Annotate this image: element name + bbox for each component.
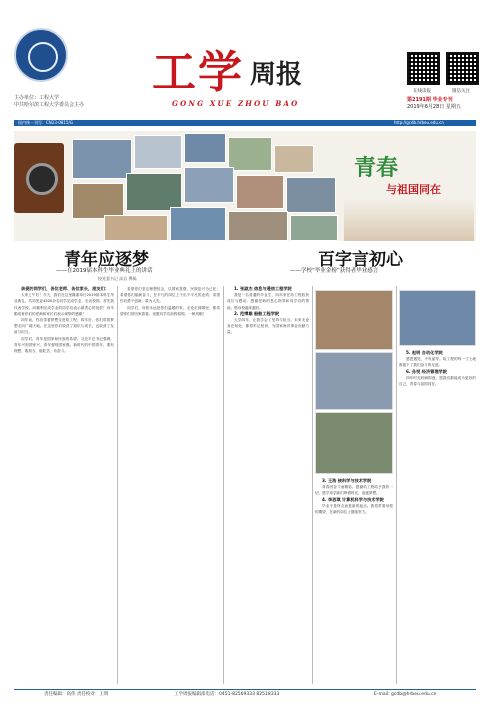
left-article-headline: 青年应逐梦 [64,250,149,270]
banner-photo [286,177,336,213]
issue-info [407,97,485,111]
right-article-headline: 百字言初心 [318,250,403,270]
footer-phone: 工学周报编辑部电话：0451-82569333 82518333 [174,692,280,697]
column-divider [396,286,397,684]
left-article-byline: 校党委书记 高岩 撰稿 [98,276,137,281]
newspaper-weekly-label: 周报 [250,60,303,90]
banner-photo [184,167,234,203]
banner-photo [290,215,338,241]
sponsor-line-1: 主办单位：工程大学 [14,95,60,101]
right-article-column-3 [399,350,476,684]
graduates-illustration [344,199,474,241]
banner-photo [228,211,288,241]
left-article-subhead: ——在2019届本科生毕业典礼上的讲话 [56,268,153,274]
right-section-title: 2. 范博雄 船舶工程学院 [234,310,280,316]
banner-photo [72,139,132,179]
right-section-text: 四年时光转瞬即逝，愿我们都能成为更好的自己，青春与祖国同在。 [399,375,476,387]
qr-label-online: 在线读报 [413,89,431,94]
cn-number: 国内统一刊号：CN23-0815/G [18,120,73,125]
left-article-paragraph: 大家上午好！今天，我们在这里隆重举行2019届本科生毕业典礼，共同见证4500余名同学完成学业、走出校园。首先我代表学校，向顺利完成学业的同学们表示最衷心的祝贺！向辛勤培育你们的老师和家长们表示诚挚的感谢！ [14,293,114,316]
camera-illustration [14,143,64,213]
graduate-photo [315,290,393,350]
sponsor-info [14,95,144,109]
graduate-photo [315,412,393,474]
banner-photo [170,207,226,241]
qr-code-wechat[interactable] [446,52,479,85]
footer-editor: 责任编辑：高伟 责任校对：王明 [44,692,109,697]
info-bar [14,120,476,126]
right-section-text: 大学四年，让我学会了坚持与担当。未来无论身在何处，都将牢记校训，为国家海洋事业贡献力量。 [227,318,309,335]
right-section-title: 5. 赵明 自动化学院 [406,350,443,355]
newspaper-pinyin: GONG XUE ZHOU BAO [172,99,300,108]
right-article-column-1 [227,286,309,684]
right-section-title: 3. 王浩 核科学与技术学院 [322,478,372,483]
banner-photo [274,145,314,173]
banner-photo [184,133,226,163]
banner-photo [104,215,168,241]
banner-photo [236,175,284,209]
footer-email[interactable]: E-mail: gcdb@hrbeu.edu.cn [374,692,437,697]
qr-label-wechat: 微信关注 [452,89,470,94]
right-article-column-2 [315,478,393,684]
sponsor-line-2: 中共哈尔滨工程大学委员会主办 [14,102,85,108]
right-section-title: 1. 张淑杰 信息与通信工程学院 [234,286,292,291]
issue-date: 2019年6月28日 星期五 [407,104,461,110]
right-section-title: 6. 孙悦 经济管理学院 [406,368,447,374]
column-divider [223,286,224,684]
left-article-paragraph: 同学们，青年是国家和民族的希望。习近平总书记强调，青年兴则国家兴，青年强则国家强。新时代的中国青年，要有理想、敢担当、能吃苦、肯奋斗。 [14,336,114,354]
left-article-paragraph: 同学们，母校永远是你们温暖的家。无论走到哪里，都希望你们常回家看看。祝愿同学们前程似锦，一帆风顺！ [120,305,220,316]
left-article-paragraph: 希望你们坚定理想信念，以国家富强、民族复兴为己任；希望你们砥砺奋斗，在平凡的岗位上干出不平凡的业绩；希望你们勇于创新，敢为人先。 [120,287,220,304]
banner-slogan-main: 青春 [354,155,399,181]
left-article-column-1 [14,286,114,684]
page-footer [14,689,476,699]
right-section-text: 毕业不是终点而是新的起点。我将带着母校的期望，在新的岗位上继续努力。 [315,503,393,515]
right-section-text: 感恩遇见，不负韶华。哈工程的每一寸土地都留下了我们奋斗的足迹。 [399,357,476,368]
banner-photo [228,137,272,171]
issue-number: 第2191期 毕业专刊 [407,97,453,103]
right-section-text: 青春因奋斗而精彩。感谢哈工程给予我的一切，愿学弟学妹们珍惜时光，追逐梦想。 [315,485,393,496]
left-article-intro: 亲爱的同学们，各位老师、各位家长，朋友们： [21,286,109,291]
column-divider [117,286,118,684]
column-divider [312,286,313,684]
graduate-photo [399,290,476,346]
right-section-text: 我是一名普通的毕业生，四年来在哈工程收获成长与感动。感谢老师的悉心指导和同学们的帮助，愿母校越来越好。 [227,293,309,310]
university-seal-logo [14,28,68,82]
qr-code-read-online[interactable] [407,52,440,85]
right-article-subhead: ——学校“毕业金榜”获得者毕业感言 [290,268,379,274]
graduate-photo [315,352,393,410]
masthead [0,0,490,127]
newspaper-title: 工学 [152,47,244,98]
left-article-column-2 [120,286,220,684]
banner-photo [72,183,124,219]
right-section-title: 4. 李思琪 计算机科学与技术学院 [322,496,384,502]
banner-slogan-sub: 与祖国同在 [386,183,441,196]
banner-photo [134,135,182,169]
site-url[interactable]: http://gcdb.hrbeu.edu.cn [394,120,444,125]
banner-photo [126,173,182,211]
graduation-banner [14,131,476,241]
left-article-paragraph: 四年前，你们带着梦想走进哈工程；四年后，你们带着梦想走向广阔天地。在这里你们收获了知识与成长，也收获了友谊与担当。 [14,318,114,335]
